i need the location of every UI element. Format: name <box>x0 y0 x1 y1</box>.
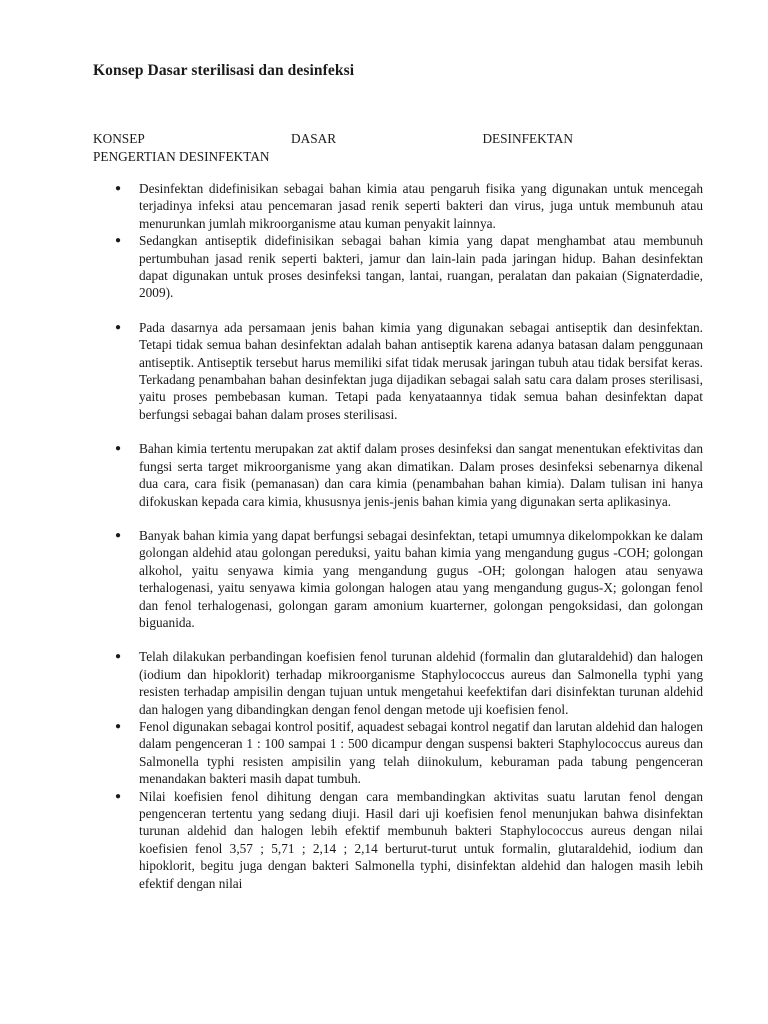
bullet-icon: ● <box>115 183 122 194</box>
list-item-text: Telah dilakukan perbandingan koefisien fenol turunan aldehid (formalin dan glutaraldehid) dan halogen (iodium dan hipoklorit) terhadap mikroorganisme Staphylococcus aureus dan Salmonella typhi yang resisten terhadap ampisilin dengan tujuan untuk mengetahui keefektifan dari disinfektan turunan aldehid dan halogen yang dibandingkan dengan fenol dengan metode uji koefisien fenol. <box>139 649 703 717</box>
bullet-icon: ● <box>115 443 122 455</box>
list-item <box>93 232 703 302</box>
heading-word-konsep: KONSEP <box>93 131 145 146</box>
list-item-text: Nilai koefisien fenol dihitung dengan cara membandingkan aktivitas suatu larutan fenol dengan pengenceran tertentu yang sedang diuji. Hasil dari uji koefisien fenol menunjukan bahwa disinfektan turunan aldehid dan halogen lebih efektif membunuh bakteri Staphylococcus aureus dengan nilai koefisien fenol 3,57 ; 5,71 ; 2,14 ; 2,14 berturut-turut untuk formalin, glutaraldehid, iodium dan hipoklorit, begitu juga dengan bakteri Salmonella typhi, disinfektan aldehid dan halogen masih lebih efektif dengan nilai <box>139 788 703 891</box>
list-item-text: Bahan kimia tertentu merupakan zat aktif dalam proses desinfeksi dan sangat menentukan efektivitas dan fungsi serta target mikroorganisme yang akan dimatikan. Dalam proses desinfeksi sebenarnya dikenal dua cara, cara fisik (pemanasan) dan cara kimia (penambahan bahan kimia). Dalam tulisan ini hanya difokuskan kepada cara kimia, khususnya jenis-jenis bahan kimia yang digunakan serta aplikasinya. <box>139 441 703 509</box>
list-item-text: Desinfektan didefinisikan sebagai bahan kimia atau pengaruh fisika yang digunakan untuk mencegah terjadinya infeksi atau pencemaran jasad renik seperti bakteri dan virus, juga untuk membunuh atau menurunkan jumlah mikroorganisme atau kuman penyakit lainnya. <box>139 181 703 231</box>
list-item <box>93 788 703 892</box>
section-heading <box>93 130 573 165</box>
list-item <box>93 319 703 423</box>
heading-line-2: PENGERTIAN DESINFEKTAN <box>93 148 270 164</box>
bullet-icon: ● <box>115 790 122 802</box>
list-item-text: Fenol digunakan sebagai kontrol positif, aquadest sebagai kontrol negatif dan larutan aldehid dan halogen dalam pengenceran 1 : 100 sampai 1 : 500 dicampur dengan suspensi bakteri Staphylococcus aureus dan Salmonella typhi resisten ampisilin yang telah diinokulum, keburaman pada tabung pengenceran menandakan bakteri masih dapat tumbuh. <box>139 718 703 787</box>
list-item <box>93 718 703 788</box>
list-item <box>93 648 703 718</box>
heading-word-dasar: DASAR <box>291 131 337 146</box>
heading-line-1 <box>93 130 573 148</box>
list-item-text: Banyak bahan kimia yang dapat berfungsi sebagai desinfektan, tetapi umumnya dikelompokkan ke dalam golongan aldehid atau golongan pereduksi, yaitu bahan kimia yang mengandung gugus -COH; golongan alkohol, yaitu senyawa kimia yang mengandung gugus -OH; golongan halogen atau senyawa terhalogenasi, yaitu senyawa kimia golongan halogen atau yang mengandung gugus-X; golongan fenol dan fenol terhalogenasi, golongan garam amonium kuarterner, golongan pengoksidasi, dan golongan biguanida. <box>139 527 703 630</box>
list-item-text: Pada dasarnya ada persamaan jenis bahan kimia yang digunakan sebagai antiseptik dan desinfektan. Tetapi tidak semua bahan desinfektan adalah bahan antiseptik karena adanya batasan dalam penggunaan antiseptik. Antiseptik tersebut harus memiliki sifat tidak merusak jaringan tubuh atau tidak bersifat keras. Terkadang penambahan bahan desinfektan juga dijadikan sebagai salah satu cara dalam proses sterilisasi, yaitu proses pembebasan kuman. Tetapi pada kenyataannya tidak semua bahan desinfektan dapat berfungsi sebagai bahan dalam proses sterilisasi. <box>139 319 703 422</box>
list-item <box>93 527 703 631</box>
bullet-list <box>93 180 703 892</box>
document-title: Konsep Dasar sterilisasi dan desinfeksi <box>93 62 355 79</box>
bullet-icon: ● <box>115 720 122 732</box>
bullet-icon: ● <box>115 321 122 333</box>
list-item-text: Sedangkan antiseptik didefinisikan sebagai bahan kimia yang dapat menghambat atau membunuh pertumbuhan jasad renik seperti bakteri, jamur dan lain-lain pada jaringan hidup. Bahan desinfektan dapat digunakan untuk proses desinfeksi tangan, lantai, ruangan, peralatan dan pakaian (Signaterdadie, 2009). <box>139 233 703 301</box>
bullet-icon: ● <box>115 235 122 247</box>
list-item <box>93 440 703 510</box>
heading-word-desinfektan: DESINFEKTAN <box>482 131 573 146</box>
bullet-icon: ● <box>115 651 122 663</box>
bullet-icon: ● <box>115 529 122 541</box>
list-item <box>93 180 703 232</box>
